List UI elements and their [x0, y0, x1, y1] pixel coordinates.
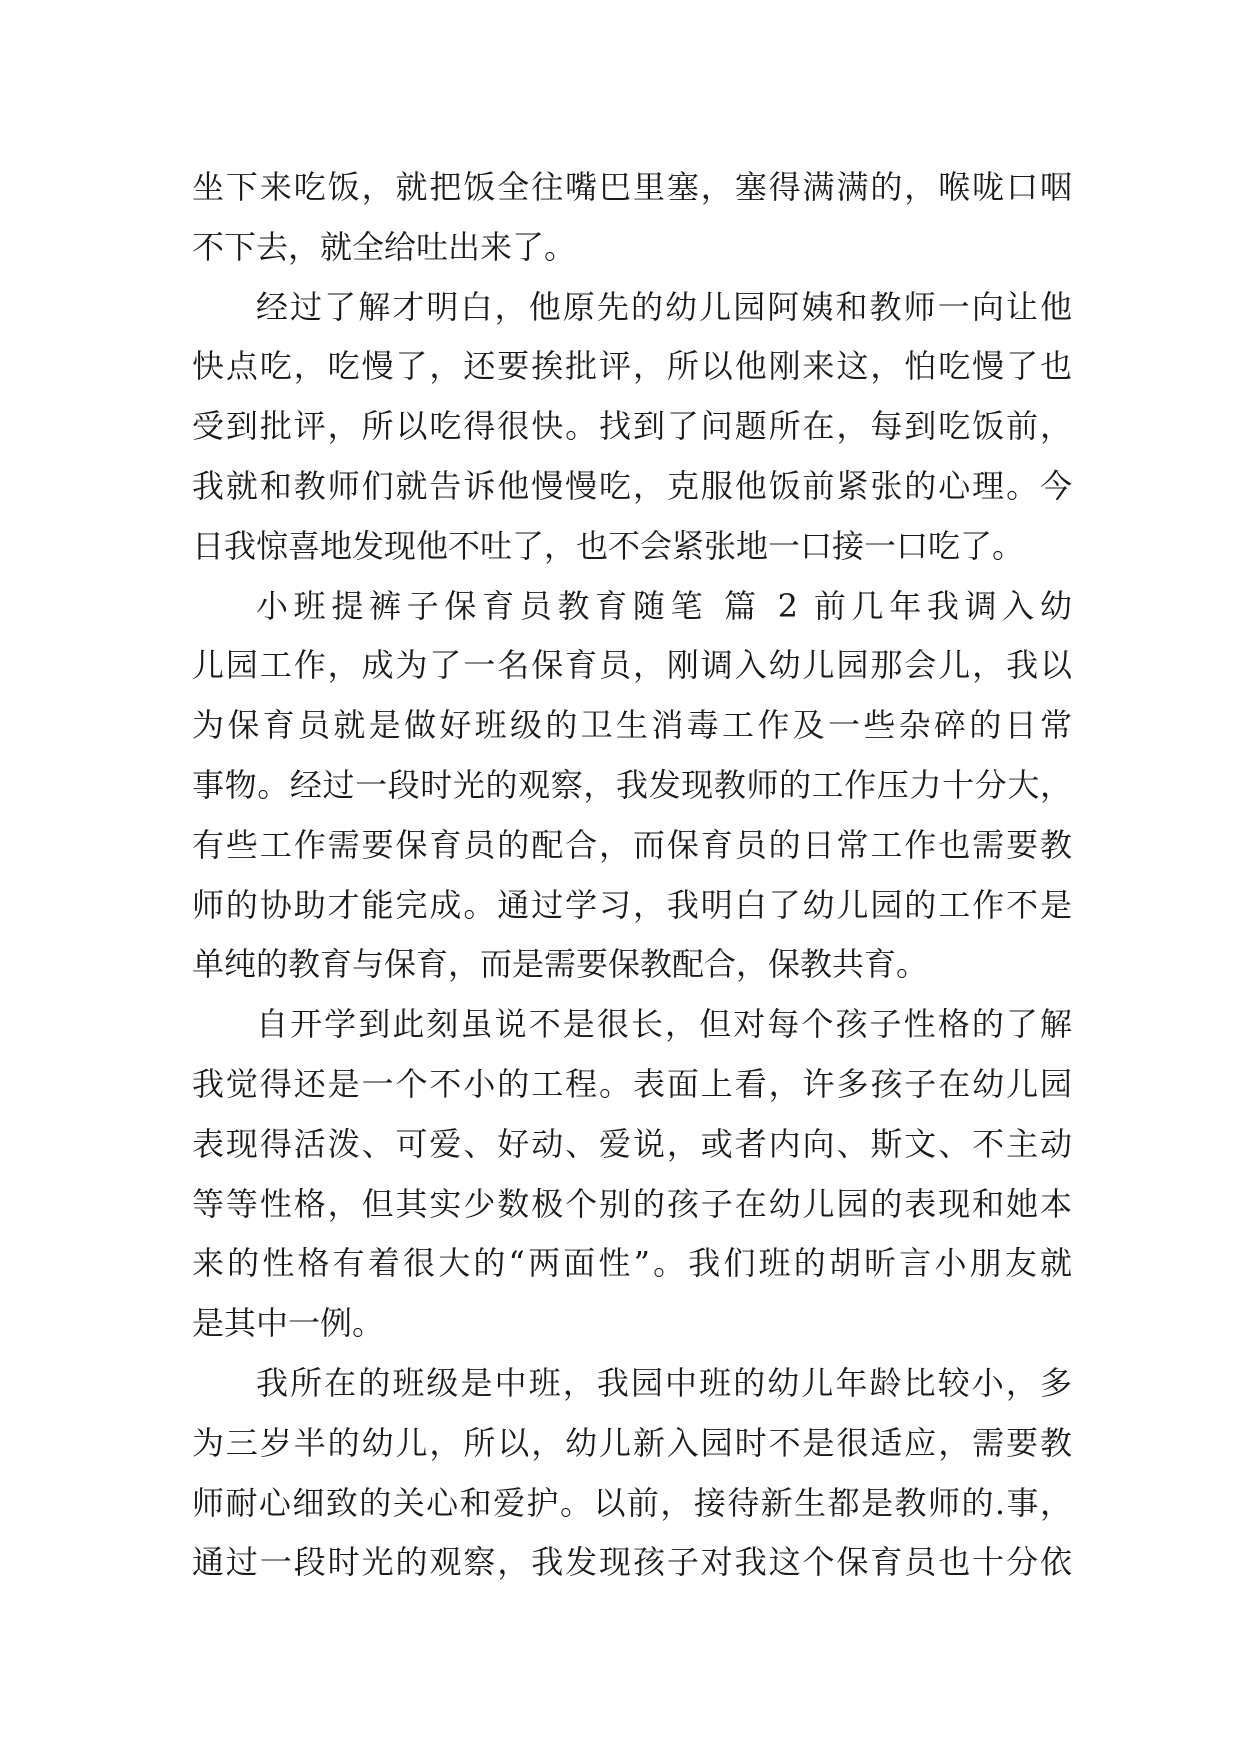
text-line: 日我惊喜地发现他不吐了，也不会紧张地一口接一口吃了。 — [192, 526, 1025, 565]
text-line: 有些工作需要保育员的配合，而保育员的日常工作也需要教 — [192, 825, 1072, 864]
text-line: 是其中一例。 — [192, 1304, 385, 1343]
text-line: 为保育员就是做好班级的卫生消毒工作及一些杂碎的日常 — [192, 706, 1072, 745]
text-line: 通过一段时光的观察，我发现孩子对我这个保育员也十分依 — [192, 1543, 1072, 1582]
document-body — [192, 158, 1072, 1593]
text-line: 为三岁半的幼儿，所以，幼儿新入园时不是很适应，需要教 — [192, 1423, 1072, 1462]
text-line: 儿园工作，成为了一名保育员，刚调入幼儿园那会儿，我以 — [192, 646, 1072, 685]
text-line: 师耐心细致的关心和爱护。以前，接待新生都是教师的.事， — [192, 1483, 1072, 1522]
text-line: 小班提裤子保育员教育随笔 篇 2 前几年我调入幼 — [256, 586, 1072, 625]
text-line: 来的性格有着很大的“两面性”。我们班的胡昕言小朋友就 — [192, 1244, 1072, 1283]
text-line: 师的协助才能完成。通过学习，我明白了幼儿园的工作不是 — [192, 885, 1072, 924]
text-line: 事物。经过一段时光的观察，我发现教师的工作压力十分大， — [192, 765, 1072, 804]
text-line: 我所在的班级是中班，我园中班的幼儿年龄比较小，多 — [256, 1363, 1072, 1402]
text-line: 受到批评，所以吃得很快。找到了问题所在，每到吃饭前， — [192, 407, 1072, 446]
text-line: 单纯的教育与保育，而是需要保教配合，保教共育。 — [192, 945, 929, 984]
text-line: 我就和教师们就告诉他慢慢吃，克服他饭前紧张的心理。今 — [192, 466, 1072, 505]
text-line: 坐下来吃饭，就把饭全往嘴巴里塞，塞得满满的，喉咙口咽 — [192, 168, 1072, 206]
text-line: 等等性格，但其实少数极个别的孩子在幼儿园的表现和她本 — [192, 1184, 1072, 1223]
text-line: 经过了解才明白，他原先的幼儿园阿姨和教师一向让他 — [256, 287, 1072, 326]
text-line: 快点吃，吃慢了，还要挨批评，所以他刚来这，怕吃慢了也 — [192, 347, 1072, 386]
text-line: 自开学到此刻虽说不是很长，但对每个孩子性格的了解 — [256, 1005, 1072, 1044]
text-line: 我觉得还是一个不小的工程。表面上看，许多孩子在幼儿园 — [192, 1064, 1072, 1103]
text-line: 不下去，就全给吐出来了。 — [192, 227, 577, 266]
text-line: 表现得活泼、可爱、好动、爱说，或者内向、斯文、不主动 — [192, 1124, 1072, 1163]
